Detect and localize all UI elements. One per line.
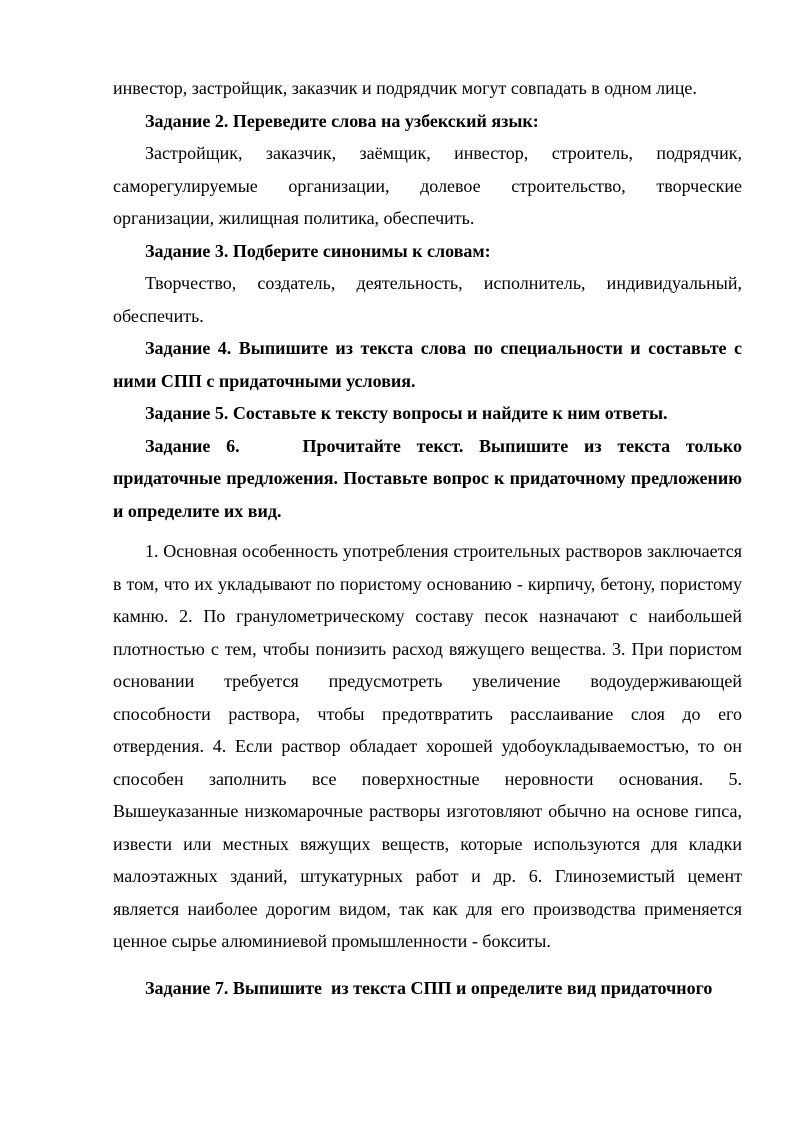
- reading-text-body: Основная особенность употребления строительных растворов заключается в том, что их укладывают по пористому основанию - кирпичу, бетону, пористому камню. 2. По гранулометрическому составу песок назначают с наибольшей плотностью с тем, чтобы понизить расход вяжущего вещества. 3. При пористом основании требуется предусмотреть увеличение водоудерживающей способности раствора, чтобы предотвратить расслаивание слоя до его отвердения. 4. Если раствор обладает хорошей удобоукладываемостъю, то он способен заполнить все поверхностные неровности основания. 5. Вышеуказанные низкомарочные растворы изготовляют обычно на основе гипса, извести или местных вяжущих веществ, которые используются для кладки малоэтажных зданий, штукатурных работ и др. 6. Глиноземистый цемент является наиболее дорогим видом, так как для его производства применяется ценное сырье алюминиевой промышленности - бокситы.: [113, 541, 742, 951]
- page-content: [113, 72, 747, 1004]
- task-3-word-list: Творчество, создатель, деятельность, исполнитель, индивидуальный, обеспечить.: [113, 273, 742, 326]
- task-3-heading: Задание 3. Подберите синонимы к словам:: [145, 240, 491, 261]
- task-2-word-list: Застройщик, заказчик, заёмщик, инвестор, строитель, подрядчик, саморегулируемые организации, долевое строительство, творческие организации, жилищная политика, обеспечить.: [113, 143, 742, 228]
- list-number: 1.: [145, 541, 159, 561]
- paragraph-continuation: инвестор, застройщик, заказчик и подрядчик могут совпадать в одном лице.: [113, 78, 697, 98]
- task-5-heading: Задание 5. Составьте к тексту вопросы и найдите к ним ответы.: [145, 403, 668, 423]
- task-7-heading: Задание 7. Выпишите из текста СПП и определите вид придаточного: [145, 977, 713, 998]
- task-6-heading: Задание 6. Прочитайте текст. Выпишите из текста только придаточные предложения. Поставьте вопрос к придаточному предложению и определите их вид.: [113, 435, 747, 521]
- reading-text: [113, 535, 742, 958]
- task-4-heading: Задание 4. Выпишите из текста слова по специальности и составьте с ними СПП с придаточными условия.: [113, 338, 742, 391]
- task-2-heading: Задание 2. Переведите слова на узбекский язык:: [145, 110, 539, 131]
